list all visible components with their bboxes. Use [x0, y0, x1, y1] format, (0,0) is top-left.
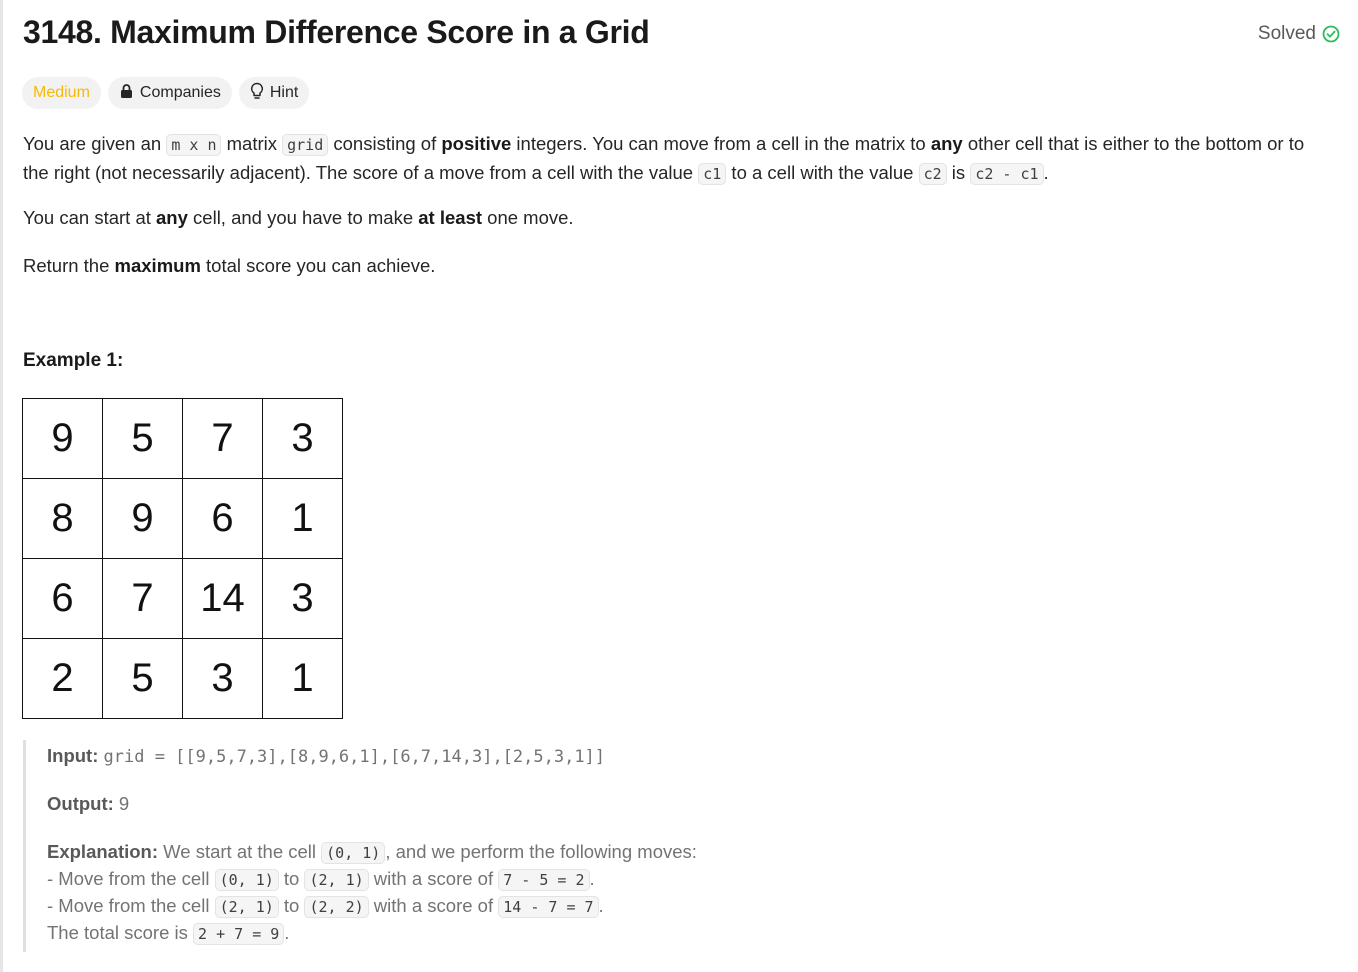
grid-cell: 8 — [23, 479, 103, 559]
text: - Move from the cell — [47, 895, 215, 916]
text: You are given an — [23, 133, 167, 154]
grid-cell: 5 — [103, 399, 183, 479]
grid-cell: 7 — [103, 559, 183, 639]
text: The total score is — [47, 922, 194, 943]
problem-tags — [22, 77, 309, 109]
check-circle-icon — [1322, 25, 1340, 43]
lock-icon — [119, 83, 134, 104]
text: , and we perform the following moves: — [385, 841, 697, 862]
bold-text: maximum — [114, 255, 201, 276]
description-paragraph-1 — [23, 130, 1333, 188]
explanation-line-3 — [47, 892, 604, 921]
bold-text: at least — [418, 207, 483, 228]
explanation-label: Explanation: — [47, 841, 159, 862]
grid-cell: 3 — [263, 399, 343, 479]
bold-text: any — [930, 133, 963, 154]
text: - Move from the cell — [47, 868, 215, 889]
hint-button[interactable] — [239, 77, 309, 109]
text: total score you can achieve. — [200, 255, 436, 276]
grid-cell: 3 — [183, 639, 263, 719]
inline-code: (2, 2) — [304, 896, 368, 918]
inline-code: c2 — [919, 163, 947, 185]
inline-code: (0, 1) — [215, 869, 279, 891]
input-value: grid = [[9,5,7,3],[8,9,6,1],[6,7,14,3],[2,5,3,1]] — [103, 747, 606, 767]
text: to — [278, 868, 305, 889]
grid-cell: 6 — [23, 559, 103, 639]
inline-code: grid — [282, 134, 328, 156]
inline-code: 2 + 7 = 9 — [193, 923, 284, 945]
grid-cell: 3 — [263, 559, 343, 639]
text: with a score of — [368, 895, 499, 916]
solved-label: Solved — [1257, 23, 1316, 44]
grid-cell: 9 — [103, 479, 183, 559]
description-paragraph-3 — [23, 252, 435, 279]
example-title: Example 1: — [23, 350, 124, 371]
text: . — [284, 922, 290, 943]
grid-cell: 5 — [103, 639, 183, 719]
inline-code: 7 - 5 = 2 — [498, 869, 589, 891]
text: You can start at — [23, 207, 157, 228]
grid-cell: 14 — [183, 559, 263, 639]
inline-code: m x n — [166, 134, 221, 156]
text: . — [589, 868, 595, 889]
example-io-block — [23, 740, 947, 952]
text: to — [278, 895, 305, 916]
output-line — [47, 790, 129, 817]
inline-code: c2 - c1 — [970, 163, 1043, 185]
grid-row — [23, 559, 343, 639]
inline-code: 14 - 7 = 7 — [498, 896, 598, 918]
text: is — [946, 162, 971, 183]
text: consisting of — [328, 133, 442, 154]
explanation-line-1 — [47, 838, 697, 867]
text: other cell that is either to the bottom or to the right (not necessarily adjacent). The score of a move from a cell with the value — [23, 133, 1305, 183]
grid-cell: 1 — [263, 479, 343, 559]
grid-cell: 6 — [183, 479, 263, 559]
grid-row — [23, 479, 343, 559]
grid-row — [23, 639, 343, 719]
text: cell, and you have to make — [187, 207, 419, 228]
lightbulb-icon — [250, 82, 264, 105]
difficulty-label: Medium — [33, 84, 90, 101]
grid-cell: 2 — [23, 639, 103, 719]
text: integers. You can move from a cell in the matrix to — [511, 133, 931, 154]
output-value: 9 — [118, 793, 130, 814]
companies-button[interactable] — [108, 77, 232, 109]
problem-title: 3148. Maximum Difference Score in a Grid — [23, 14, 650, 50]
text: to a cell with the value — [726, 162, 919, 183]
inline-code: (2, 1) — [215, 896, 279, 918]
text: . — [598, 895, 604, 916]
difficulty-badge[interactable] — [22, 77, 101, 109]
output-label: Output: — [47, 793, 114, 814]
text: with a score of — [368, 868, 499, 889]
bold-text: positive — [441, 133, 512, 154]
grid-row — [23, 399, 343, 479]
input-line — [47, 742, 605, 771]
example-grid — [22, 398, 343, 719]
explanation-line-4 — [47, 919, 289, 948]
text: We start at the cell — [158, 841, 322, 862]
description-paragraph-2 — [23, 204, 574, 231]
input-label: Input: — [47, 745, 99, 766]
inline-code: (0, 1) — [321, 842, 385, 864]
problem-header — [23, 14, 1340, 58]
inline-code: (2, 1) — [304, 869, 368, 891]
grid-cell: 9 — [23, 399, 103, 479]
solved-status — [1258, 23, 1340, 45]
grid-cell: 7 — [183, 399, 263, 479]
text: matrix — [221, 133, 283, 154]
text: Return the — [23, 255, 115, 276]
grid-cell: 1 — [263, 639, 343, 719]
inline-code: c1 — [698, 163, 726, 185]
explanation-line-2 — [47, 865, 595, 894]
text: . — [1043, 162, 1049, 183]
left-divider — [0, 0, 3, 972]
hint-label: Hint — [269, 84, 299, 101]
companies-label: Companies — [139, 84, 221, 101]
bold-text: any — [156, 207, 188, 228]
text: one move. — [482, 207, 574, 228]
